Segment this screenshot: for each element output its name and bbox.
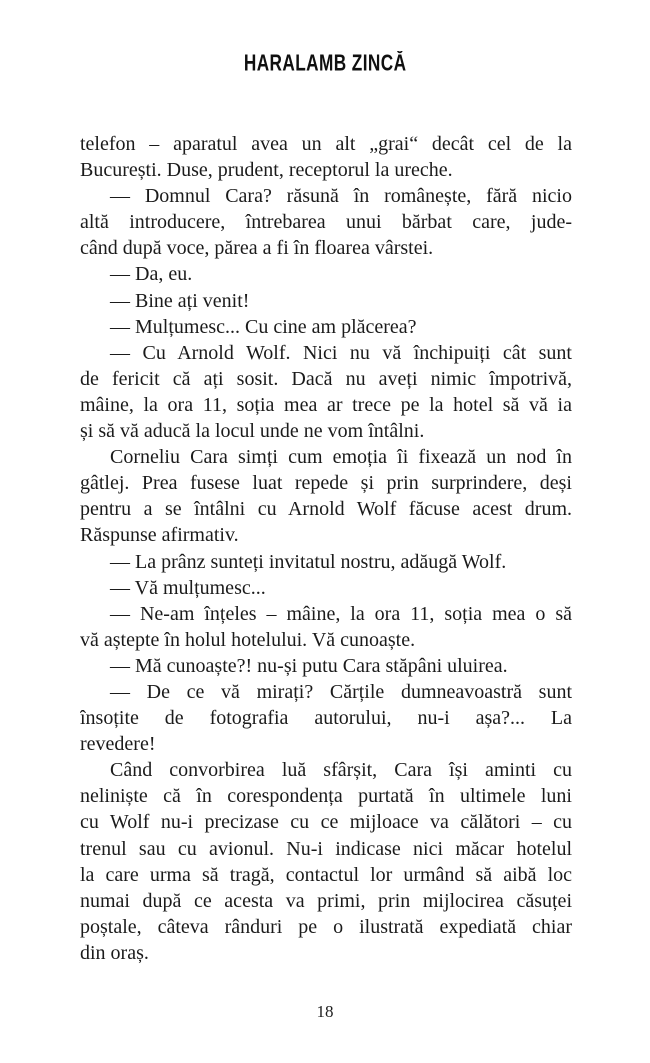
text-line: însoțite de fotografia autorului, nu-i așa?... La bbox=[80, 707, 572, 730]
text-line: Corneliu Cara simți cum emoția îi fixează un nod în bbox=[110, 446, 572, 469]
text-line: cu Wolf nu-i precizase cu ce mijloace va călători – cu bbox=[80, 811, 572, 834]
text-line: — Da, eu. bbox=[110, 263, 193, 286]
text-line: din oraș. bbox=[80, 941, 149, 964]
text-line: — Ne-am înțeles – mâine, la ora 11, soția mea o să bbox=[110, 602, 572, 625]
text-line: când după voce, părea a fi în floarea vârstei. bbox=[80, 237, 434, 260]
text-line: la care urma să tragă, contactul lor urmând să aibă loc bbox=[80, 863, 572, 886]
text-line: poștale, câteva rânduri pe o ilustrată expediată chiar bbox=[80, 915, 572, 938]
text-line: vă aștepte în holul hotelului. Vă cunoaște. bbox=[80, 628, 416, 651]
text-line: București. Duse, prudent, receptorul la ureche. bbox=[80, 159, 453, 182]
text-line: de fericit că ați sosit. Dacă nu aveți nimic împotrivă, bbox=[80, 367, 572, 390]
text-line: — Domnul Cara? răsună în românește, fără nicio bbox=[110, 185, 572, 208]
page-number: 18 bbox=[316, 1002, 334, 1021]
text-line: și să vă aducă la locul unde ne vom întâlni. bbox=[80, 420, 425, 443]
text-block bbox=[80, 131, 572, 966]
text-line: numai după ce acesta va primi, prin mijlocirea căsuței bbox=[80, 889, 572, 912]
text-line: — Vă mulțumesc... bbox=[110, 576, 266, 599]
text-line: mâine, la ora 11, soția mea ar trece pe la hotel să vă ia bbox=[80, 393, 572, 416]
text-line: Când convorbirea luă sfârșit, Cara își aminti cu bbox=[110, 759, 572, 782]
text-line: — Mă cunoaște?! nu-și putu Cara stăpâni uluirea. bbox=[110, 654, 508, 677]
text-line: — De ce vă mirați? Cărțile dumneavoastră sunt bbox=[110, 680, 572, 703]
text-line: — Cu Arnold Wolf. Nici nu vă închipuiți cât sunt bbox=[110, 341, 572, 364]
text-line: trenul sau cu avionul. Nu-i indicase nici măcar hotelul bbox=[80, 837, 572, 860]
text-line: revedere! bbox=[80, 733, 156, 756]
text-line: — Mulțumesc... Cu cine am plăcerea? bbox=[110, 315, 417, 338]
text-line: — La prânz sunteți invitatul nostru, adăugă Wolf. bbox=[110, 550, 507, 573]
text-line: Răspunse afirmativ. bbox=[80, 524, 239, 547]
text-line: altă introducere, întrebarea unui bărbat care, jude- bbox=[80, 211, 572, 234]
running-head bbox=[0, 52, 650, 76]
author-name-header: HARALAMB ZINCĂ bbox=[243, 51, 407, 76]
text-line: telefon – aparatul avea un alt „grai“ decât cel de la bbox=[80, 133, 572, 155]
text-line: pentru a se întâlni cu Arnold Wolf făcuse acest drum. bbox=[80, 498, 572, 521]
text-line: — Bine ați venit! bbox=[110, 289, 250, 312]
text-line: neliniște că în corespondența purtată în ultimele luni bbox=[80, 785, 572, 808]
text-line: gâtlej. Prea fusese luat repede și prin surprindere, deși bbox=[80, 472, 572, 495]
